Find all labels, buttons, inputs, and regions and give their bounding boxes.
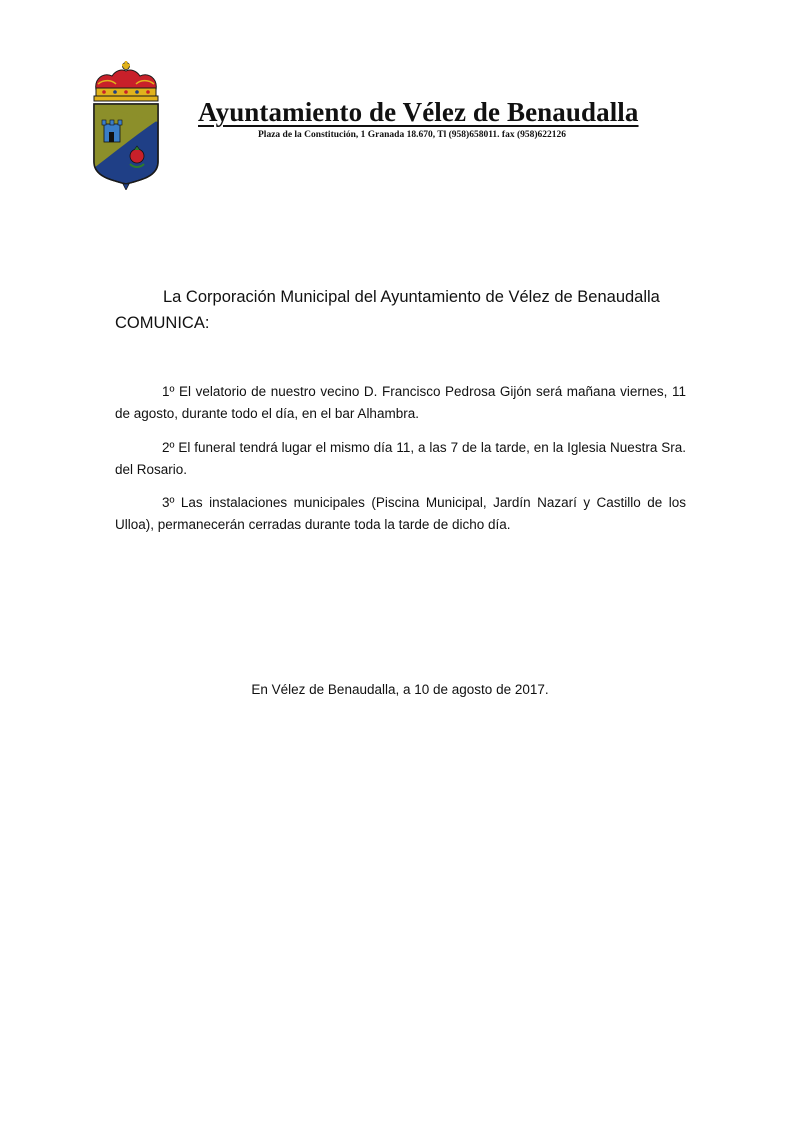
- announcement-item: [115, 437, 686, 481]
- intro-keyword: COMUNICA:: [115, 314, 210, 332]
- announcement-item-text: 2º El funeral tendrá lugar el mismo día 11, a las 7 de la tarde, en la Iglesia Nuestra Sra. del Rosario.: [115, 440, 686, 477]
- municipality-title: Ayuntamiento de Vélez de Benaudalla: [198, 97, 639, 127]
- announcement-intro: [115, 284, 690, 336]
- place-and-date: En Vélez de Benaudalla, a 10 de agosto de 2017.: [251, 682, 549, 697]
- crown-icon: [94, 61, 158, 101]
- municipality-address: Plaza de la Constitución, 1 Granada 18.670, Tl (958)658011. fax (958)622126: [258, 130, 567, 140]
- municipal-crest-logo: [90, 60, 162, 190]
- intro-line: La Corporación Municipal del Ayuntamiento de Vélez de Benaudalla: [163, 288, 660, 306]
- announcement-item-text: 1º El velatorio de nuestro vecino D. Francisco Pedrosa Gijón será mañana viernes, 11 de agosto, durante todo el día, en el bar Alhambra.: [115, 384, 686, 421]
- announcement-item: [115, 381, 686, 425]
- shield-icon: [94, 104, 158, 190]
- announcement-item: [115, 492, 686, 536]
- announcement-item-text: 3º Las instalaciones municipales (Piscina Municipal, Jardín Nazarí y Castillo de los Ulloa), permanecerán cerradas durante toda la tarde de dicho día.: [115, 495, 686, 532]
